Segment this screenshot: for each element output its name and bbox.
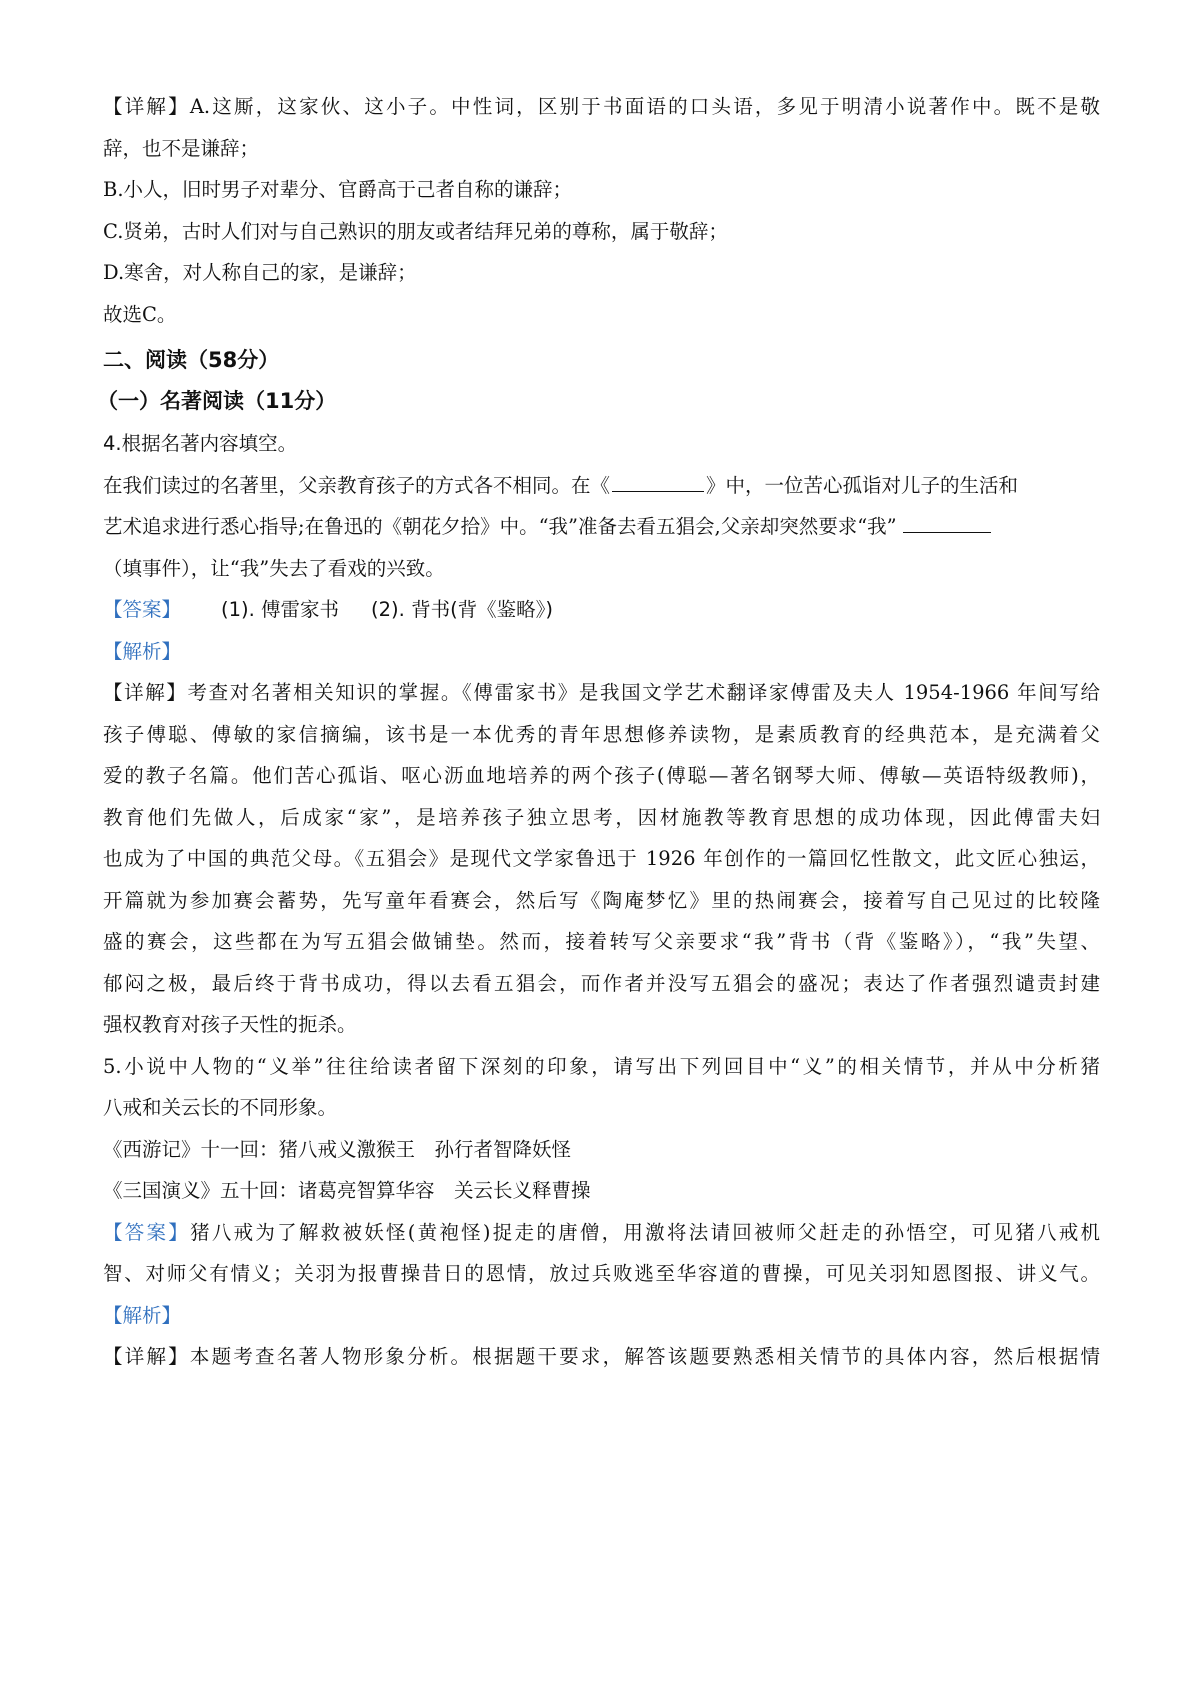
q4-title: 4.根据名著内容填空。 [103, 432, 298, 455]
prev-option-c: C.贤弟，古时人们对与自己熟识的朋友或者结拜兄弟的尊称，属于敬辞； [103, 219, 728, 243]
q5-answer-line2: 智、对师父有情义；关羽为报曹操昔日的恩情，放过兵败逃至华容道的曹操，可见关羽知恩图报、讲义气。 [103, 1262, 1100, 1285]
q4-stem-line1 [103, 465, 1100, 507]
document-page [97, 86, 1100, 1378]
q5-item-2: 《三国演义》五十回：诸葛亮智算华容 关云长义释曹操 [103, 1179, 591, 1202]
q4-analysis-label: 【解析】 [103, 639, 182, 663]
answer-label: 【答案】 [103, 598, 182, 621]
q4-detail-line: 【详解】考查对名著相关知识的掌握。《傅雷家书》是我国文学艺术翻译家傅雷及夫人 1954-1966 年间写给 [103, 681, 1100, 704]
answer-2: (2). 背书(背《鉴略》) [371, 598, 554, 621]
q4-detail-line: 爱的教子名篇。他们苦心孤诣、呕心沥血地培养的两个孩子(傅聪—著名钢琴大师、傅敏—英语特级教师)， [103, 764, 1100, 787]
q4-detail-line: 郁闷之极，最后终于背书成功，得以去看五猖会，而作者并没写五猖会的盛况；表达了作者强烈谴责封建 [103, 971, 1100, 995]
q4-detail-line: 也成为了中国的典范父母。《五猖会》是现代文学家鲁迅于 1926 年创作的一篇回忆性散文，此文匠心独运， [103, 847, 1100, 870]
blank-1 [612, 467, 704, 492]
q4-detail-line: 盛的赛会，这些都在为写五猖会做铺垫。然而，接着转写父亲要求“我”背书（背《鉴略》），“我”失望、 [103, 930, 1100, 953]
prev-conclusion: 故选C。 [103, 302, 177, 326]
answer-1: (1). 傅雷家书 [221, 598, 340, 621]
subsection-heading-classics: （一）名著阅读（11分） [97, 389, 337, 413]
q4-detail-line: 孩子傅聪、傅敏的家信摘编，该书是一本优秀的青年思想修养读物，是素质教育的经典范本，是充满着父 [103, 722, 1100, 746]
blank-2 [903, 508, 991, 533]
q5-answer-line1 [103, 1212, 1100, 1254]
answer-label: 【答案】 [103, 1220, 191, 1244]
q4-detail-line: 强权教育对孩子天性的扼杀。 [103, 1013, 357, 1036]
q4-stem-line1-a: 在我们读过的名著里，父亲教育孩子的方式各不相同。在《 [103, 473, 611, 497]
q4-answer [103, 589, 1100, 631]
q4-detail-line: 开篇就为参加赛会蓄势，先写童年看赛会，然后写《陶庵梦忆》里的热闹赛会，接着写自己见过的比较隆 [103, 888, 1100, 912]
q4-stem-line2 [103, 506, 1100, 548]
q4-detail-line: 教育他们先做人，后成家“家”，是培养孩子独立思考，因材施教等教育思想的成功体现，因此傅雷夫妇 [103, 805, 1100, 829]
prev-detail-line1: 【详解】A.这厮，这家伙、这小子。中性词，区别于书面语的口头语，多见于明清小说著作中。既不是敬 [103, 95, 1100, 118]
q5-detail-line1: 【详解】本题考查名著人物形象分析。根据题干要求，解答该题要熟悉相关情节的具体内容，然后根据情 [103, 1345, 1100, 1368]
q5-analysis-label: 【解析】 [103, 1303, 182, 1327]
q4-stem-line2-text: 艺术追求进行悉心指导;在鲁迅的《朝花夕拾》中。“我”准备去看五猖会,父亲却突然要求“我” [103, 515, 897, 538]
prev-option-b: B.小人，旧时男子对辈分、官爵高于己者自称的谦辞； [103, 178, 573, 201]
q4-stem-line3: （填事件），让“我”失去了看戏的兴致。 [103, 556, 445, 580]
q5-item-1: 《西游记》十一回：猪八戒义激猴王 孙行者智降妖怪 [103, 1137, 572, 1161]
section-heading-reading: 二、阅读（58分） [103, 348, 280, 372]
q5-answer-text-1: 猪八戒为了解救被妖怪(黄袍怪)捉走的唐僧，用激将法请回被师父赶走的孙悟空，可见猪八戒机 [190, 1220, 1100, 1244]
prev-option-d: D.寒舍，对人称自己的家，是谦辞； [103, 261, 417, 284]
prev-detail-line2: 辞，也不是谦辞； [103, 136, 260, 160]
q5-stem-line1: 5.小说中人物的“义举”往往给读者留下深刻的印象，请写出下列回目中“义”的相关情节，并从中分析猪 [103, 1054, 1100, 1078]
q4-stem-line1-b: 》中，一位苦心孤诣对儿子的生活和 [706, 473, 1019, 497]
q5-stem-line2: 八戒和关云长的不同形象。 [103, 1096, 338, 1119]
